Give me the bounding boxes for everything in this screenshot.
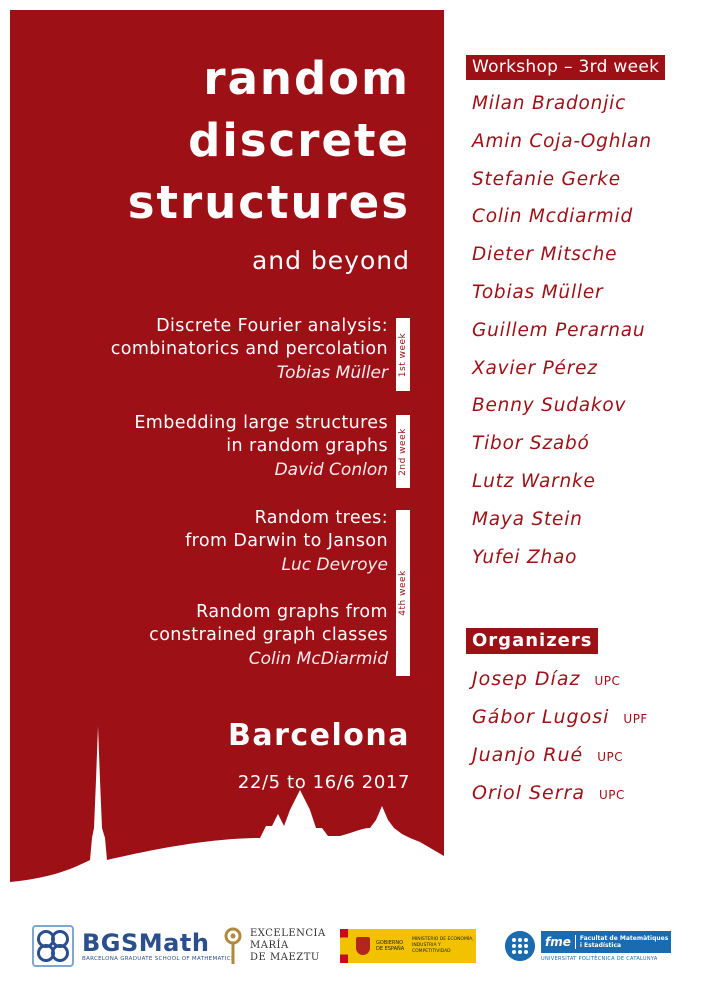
speaker: Amin Coja-Oghlan	[472, 130, 652, 152]
fme-mark: fme	[541, 935, 576, 949]
upc-dots-icon	[505, 931, 535, 961]
course-3	[185, 507, 388, 577]
organizer	[472, 741, 648, 779]
week-4-bar	[396, 510, 410, 676]
title-line-1: random	[203, 52, 410, 105]
title-line-3: structures	[127, 176, 410, 229]
organizer-name: Josep Díaz	[472, 668, 581, 690]
course-1	[111, 315, 388, 385]
workshop-heading: Workshop – 3rd week	[466, 55, 665, 80]
barcelona-skyline-illustration	[10, 710, 444, 900]
poster-title	[128, 48, 410, 234]
speaker: Guillem Perarnau	[472, 319, 646, 341]
organizer-list	[472, 665, 648, 817]
fme-university: UNIVERSITAT POLITÈCNICA DE CATALUNYA	[541, 955, 658, 962]
speaker: Tobias Müller	[472, 281, 604, 303]
bgsmath-tagline: BARCELONA GRADUATE SCHOOL OF MATHEMATICS	[82, 956, 235, 962]
organizer	[472, 665, 648, 703]
speaker: Yufei Zhao	[472, 546, 578, 568]
speaker: Stefanie Gerke	[472, 168, 621, 190]
week-1-label: 1st week	[398, 332, 408, 377]
organizer-affiliation: UPC	[597, 750, 624, 764]
ministerio-text: MINISTERIO DE ECONOMÍA, INDUSTRIA Y COMPETITIVIDAD	[412, 937, 474, 954]
course-2-title-line-2: in random graphs	[226, 436, 388, 456]
course-3-speaker: Luc Devroye	[281, 555, 388, 575]
speaker: Milan Bradonjic	[472, 93, 627, 114]
week-2-bar	[396, 415, 410, 488]
bgsmath-logo	[32, 918, 235, 974]
course-1-speaker: Tobias Müller	[276, 363, 388, 383]
gobierno-text: GOBIERNO DE ESPAÑA	[376, 940, 405, 952]
organizer-affiliation: UPC	[594, 674, 621, 688]
gobierno-logo	[340, 918, 476, 974]
bgsmath-rings-icon	[32, 925, 74, 967]
maeztu-line-1: EXCELENCIA	[250, 928, 326, 939]
speaker: Benny Sudakov	[472, 395, 627, 417]
organizer	[472, 703, 648, 741]
organizer-name: Juanjo Rué	[472, 744, 584, 766]
course-3-title-line-1: Random trees:	[254, 508, 388, 528]
title-line-2: discrete	[188, 114, 410, 167]
course-2-speaker: David Conlon	[274, 460, 388, 480]
workshop-speaker-list	[472, 90, 652, 581]
sponsor-footer	[0, 918, 707, 978]
maria-de-maeztu-logo	[222, 918, 326, 974]
speaker: Maya Stein	[472, 508, 583, 530]
organizer-name: Gábor Lugosi	[472, 706, 610, 728]
organizers-heading: Organizers	[466, 628, 598, 654]
speaker: Xavier Pérez	[472, 357, 598, 379]
fme-upc-logo	[505, 918, 671, 974]
course-3-title-line-2: from Darwin to Janson	[185, 531, 388, 551]
course-4-title-line-1: Random graphs from	[196, 602, 388, 622]
city: Barcelona	[227, 718, 410, 753]
spain-flag-icon	[340, 929, 348, 963]
poster-panel	[10, 10, 444, 900]
week-2-label: 2nd week	[398, 427, 408, 476]
course-1-title-line-2: combinatorics and percolation	[110, 339, 388, 359]
fme-name-line-1: Facultat de Matemàtiques	[579, 934, 669, 942]
organizer-name: Oriol Serra	[472, 782, 586, 804]
maeztu-line-3: DE MAEZTU	[250, 952, 320, 963]
course-4	[149, 601, 388, 671]
course-2	[134, 412, 388, 482]
organizer	[472, 779, 648, 817]
course-4-speaker: Colin McDiarmid	[248, 649, 388, 669]
speaker: Lutz Warnke	[472, 470, 596, 492]
speaker: Colin Mcdiarmid	[472, 206, 633, 228]
speaker: Tibor Szabó	[472, 433, 590, 455]
poster-subtitle: and beyond	[251, 246, 410, 275]
speaker: Dieter Mitsche	[472, 244, 618, 266]
course-4-title-line-2: constrained graph classes	[149, 625, 388, 645]
week-4-label: 4th week	[398, 570, 408, 616]
organizer-affiliation: UPF	[623, 712, 648, 726]
course-1-title-line-1: Discrete Fourier analysis:	[156, 316, 388, 336]
bgsmath-name: BGSMath	[82, 929, 210, 957]
maeztu-emblem-icon	[222, 926, 244, 966]
week-1-bar	[396, 318, 410, 391]
fme-name-line-2: i Estadística	[579, 941, 622, 949]
dates: 22/5 to 16/6 2017	[237, 772, 410, 793]
organizer-affiliation: UPC	[599, 788, 625, 802]
maeztu-line-2: MARÍA	[250, 940, 289, 951]
coat-of-arms-icon	[356, 937, 370, 955]
course-2-title-line-1: Embedding large structures	[134, 413, 388, 433]
